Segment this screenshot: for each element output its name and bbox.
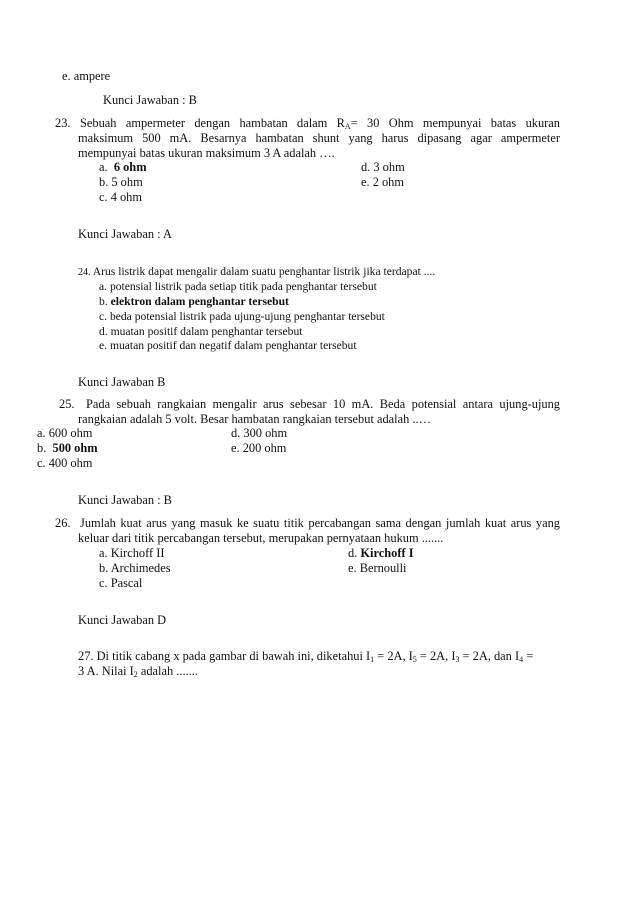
- q26-option-c: c. Pascal: [99, 576, 143, 590]
- q24-option-d: d. muatan positif dalam penghantar tersebut: [99, 325, 303, 338]
- q25-option-a: a. 600 ohm: [37, 426, 93, 440]
- q23-option-e: e. 2 ohm: [361, 175, 405, 189]
- q26-option-a: a. Kirchoff II: [99, 546, 165, 560]
- q25-answer-key: Kunci Jawaban : B: [78, 493, 172, 507]
- q26-stem-line1: Jumlah kuat arus yang masuk ke suatu titik percabangan sama dengan jumlah kuat arus yang: [80, 516, 560, 530]
- q25-stem-line1: Pada sebuah rangkaian mengalir arus sebesar 10 mA. Beda potensial antara ujung-ujung: [86, 397, 560, 411]
- q22-answer-key: Kunci Jawaban : B: [103, 93, 197, 107]
- q24-option-e: e. muatan positif dan negatif dalam penghantar tersebut: [99, 339, 357, 352]
- q23-number: 23.: [55, 116, 71, 130]
- q24-option-a: a. potensial listrik pada setiap titik pada penghantar tersebut: [99, 280, 377, 293]
- q25-stem-line2: rangkaian adalah 5 volt. Besar hambatan rangkaian tersebut adalah ..…: [78, 412, 431, 426]
- q23-stem-line1: Sebuah ampermeter dengan hambatan dalam $R_A= 30$ Ohm mempunyai batas ukuran: [80, 116, 560, 131]
- q27-stem-line2: 3 A. Nilai $I_2$ adalah .......: [78, 664, 198, 679]
- q26-option-b: b. Archimedes: [99, 561, 171, 575]
- q25-option-b: b. 500 ohm: [37, 441, 98, 455]
- q27-stem-line1: 27. Di titik cabang x pada gambar di bawah ini, diketahui $I_1 = 2A$, $I_5 = 2A$, $I_3 = 2A$, dan $I_4$ =: [78, 649, 534, 664]
- q24-stem: 24. Arus listrik dapat mengalir dalam suatu penghantar listrik jika terdapat ....: [78, 265, 436, 278]
- q22-option-e: e. ampere: [62, 69, 111, 83]
- q25-option-c: c. 400 ohm: [37, 456, 93, 470]
- q25-option-d: d. 300 ohm: [231, 426, 288, 440]
- q23-option-b: b. 5 ohm: [99, 175, 143, 189]
- q24-option-b: b. elektron dalam penghantar tersebut: [99, 295, 289, 308]
- q23-option-c: c. 4 ohm: [99, 190, 143, 204]
- q23-option-a: a. 6 ohm: [99, 160, 147, 174]
- q23-answer-key: Kunci Jawaban : A: [78, 227, 172, 241]
- q23-stem-line2: maksimum 500 mA. Besarnya hambatan shunt yang harus dipasang agar ampermeter: [78, 131, 560, 145]
- q26-stem-line2: keluar dari titik percabangan tersebut, merupakan pernyataan hukum .......: [78, 531, 444, 545]
- q23-option-d: d. 3 ohm: [361, 160, 405, 174]
- q24-answer-key: Kunci Jawaban B: [78, 375, 166, 389]
- q26-answer-key: Kunci Jawaban D: [78, 613, 167, 627]
- q25-option-e: e. 200 ohm: [231, 441, 287, 455]
- q26-option-e: e. Bernoulli: [348, 561, 407, 575]
- q26-option-d: d. Kirchoff I: [348, 546, 414, 560]
- q23-stem-line3: mempunyai batas ukuran maksimum 3 A adalah ….: [78, 146, 335, 160]
- q25-number: 25.: [59, 397, 75, 411]
- q26-number: 26.: [55, 516, 71, 530]
- q24-option-c: c. beda potensial listrik pada ujung-ujung penghantar tersebut: [99, 310, 385, 323]
